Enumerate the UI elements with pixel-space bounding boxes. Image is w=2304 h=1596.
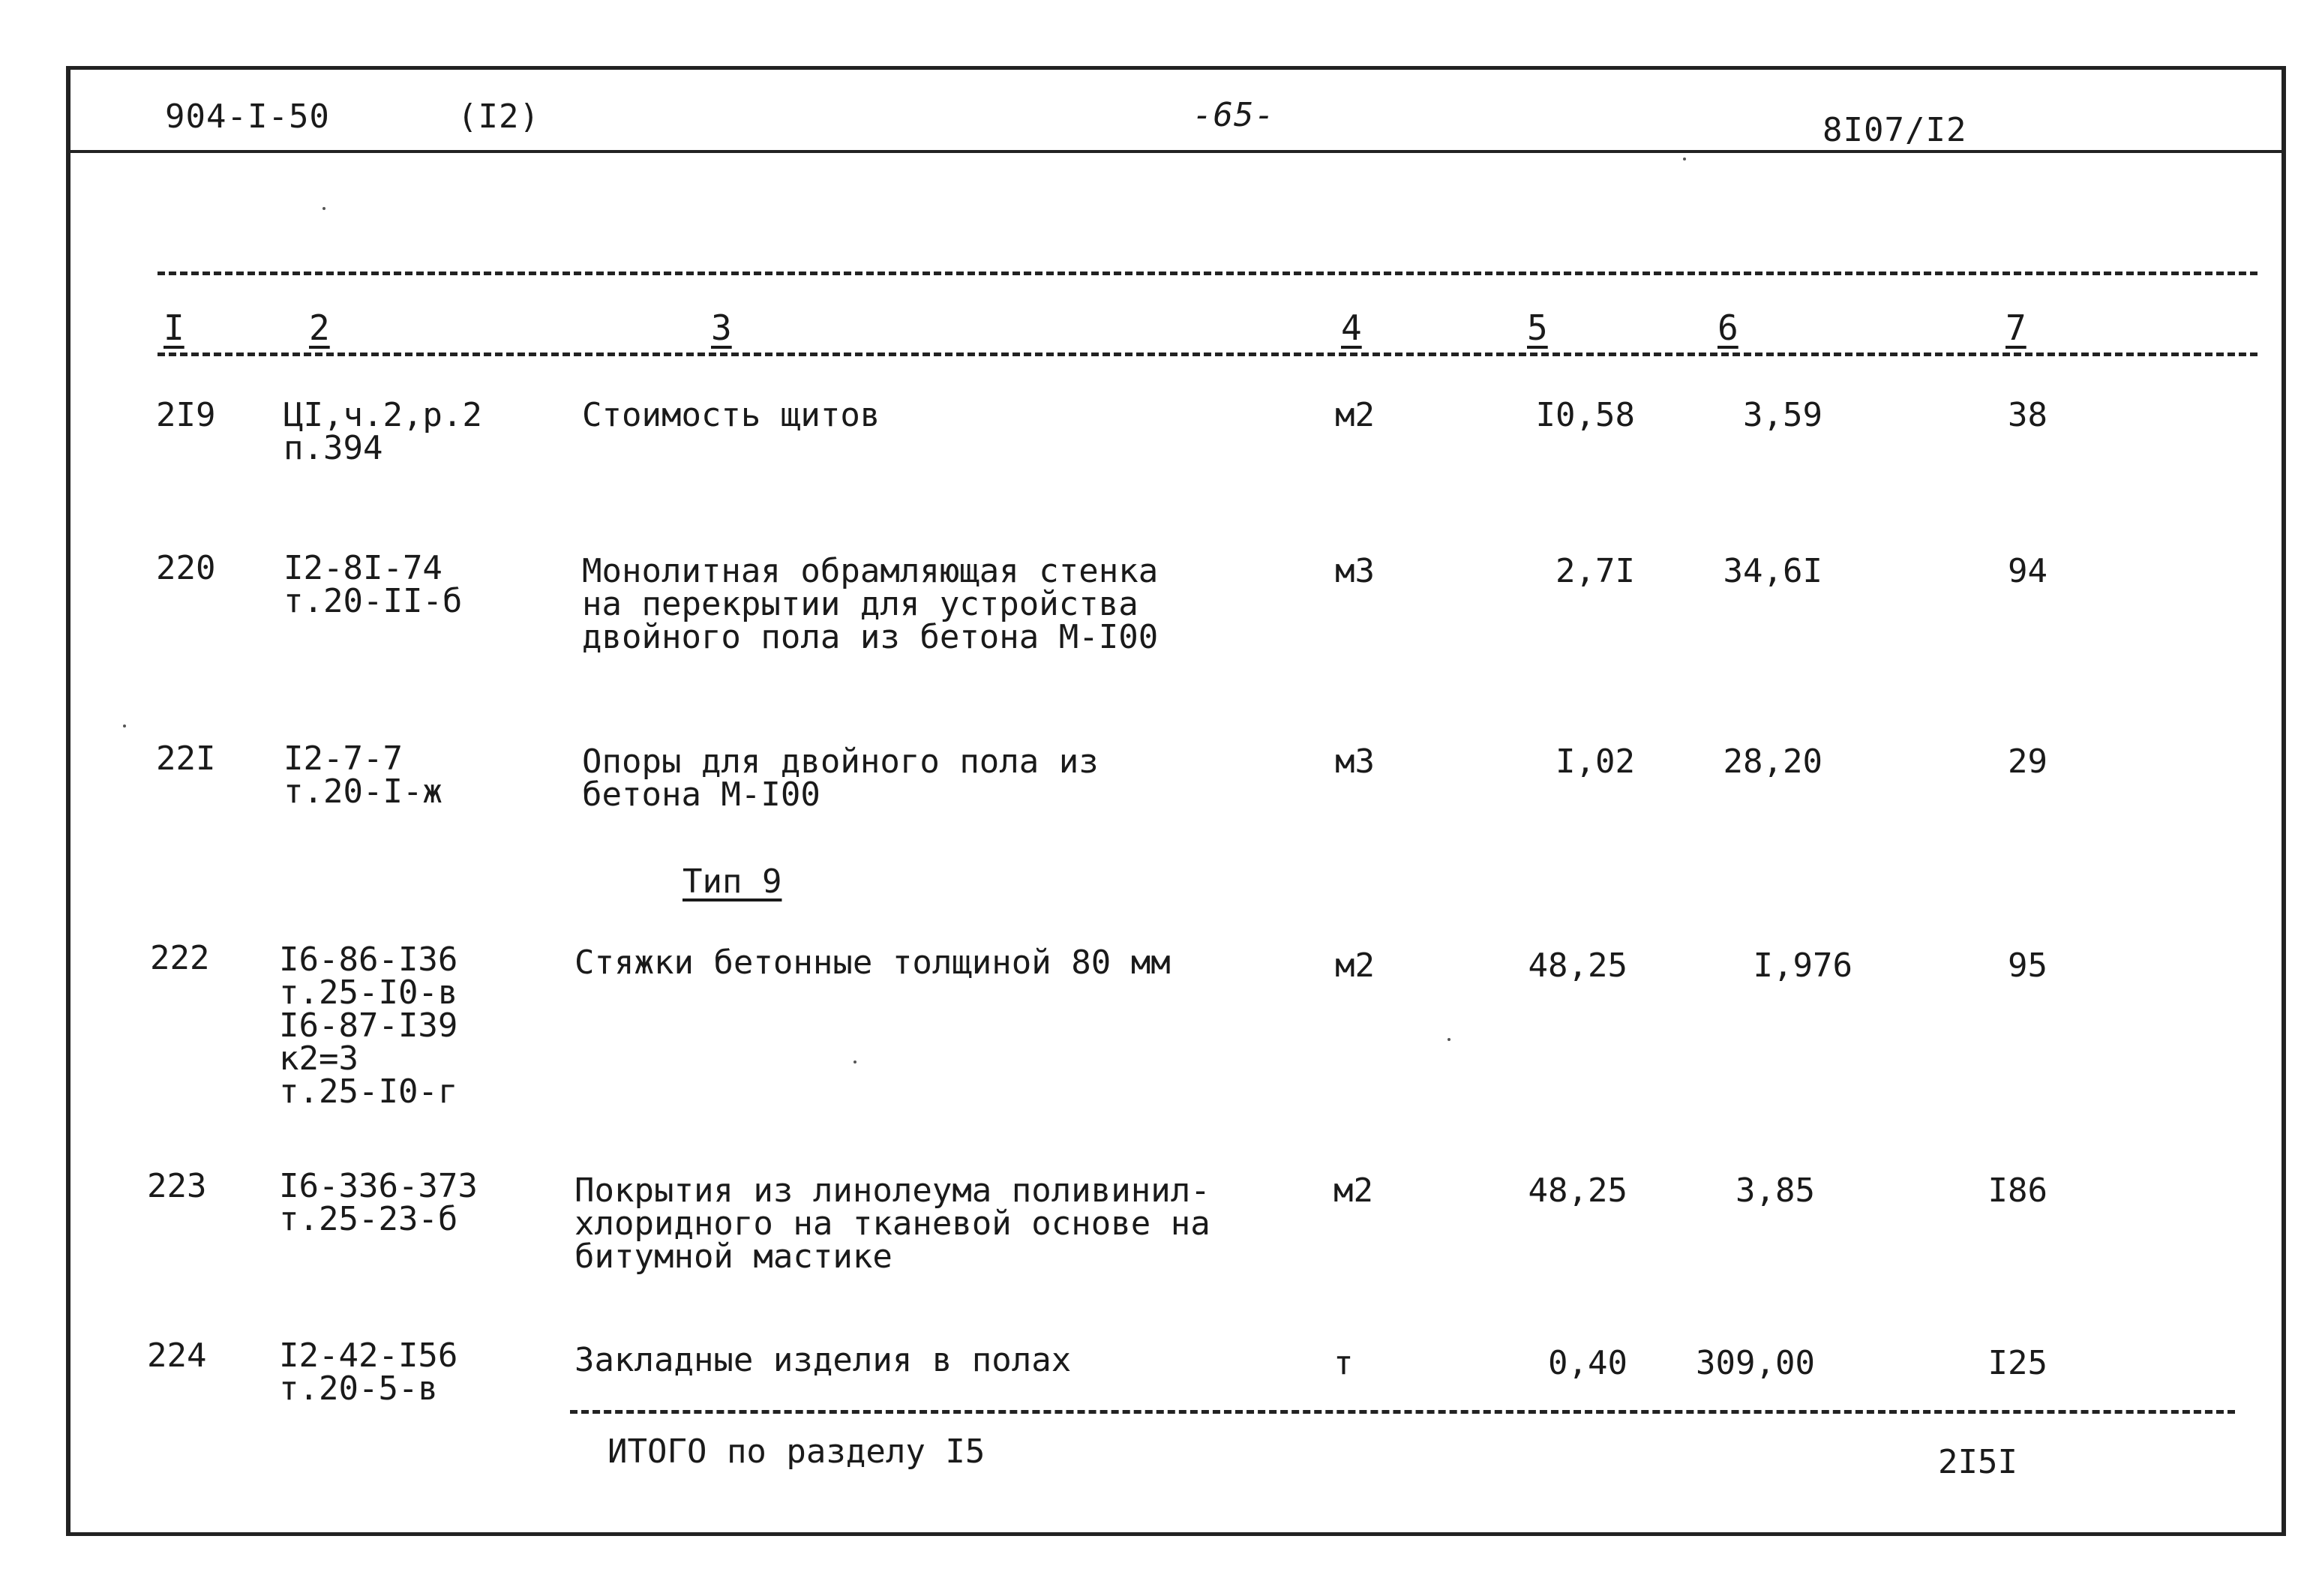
row-quantity: I,02: [1556, 742, 1635, 781]
row-price: 3,59: [1743, 396, 1822, 434]
page-number: -65-: [1192, 96, 1275, 134]
row-code: I2-42-I56 т.20-5-в: [279, 1336, 458, 1408]
row-name: Монолитная обрамляющая стенка на перекрытии для устройства двойного пола из бетона М-I00: [582, 552, 1159, 656]
column-number-7: 7: [2006, 308, 2026, 348]
row-total: I25: [1988, 1344, 2048, 1382]
row-quantity: 2,7I: [1556, 552, 1635, 590]
row-number: 2I9: [156, 396, 216, 434]
row-name: Опоры для двойного пола из бетона М-I00: [582, 742, 1099, 814]
row-price: 34,6I: [1723, 552, 1822, 590]
column-number-5: 5: [1527, 308, 1548, 348]
column-header-rule: [158, 352, 2258, 356]
column-number-2: 2: [309, 308, 330, 348]
scan-speck: [854, 1060, 856, 1064]
row-price: I,976: [1753, 946, 1852, 985]
row-total: 94: [2008, 552, 2048, 590]
doc-code: 904-I-50: [165, 98, 330, 136]
row-unit: м3: [1335, 742, 1375, 781]
row-number: 22I: [156, 740, 216, 778]
column-number-6: 6: [1718, 308, 1738, 348]
sheet-code: 8I07/I2: [1822, 111, 1967, 149]
row-code: I6-336-373 т.25-23-б: [279, 1167, 478, 1238]
row-total: 38: [2008, 396, 2048, 434]
column-number-3: 3: [711, 308, 732, 348]
row-unit: м2: [1334, 1172, 1373, 1210]
row-quantity: 48,25: [1528, 1172, 1628, 1210]
row-quantity: 48,25: [1528, 946, 1628, 985]
summary-label: ИТОГО по разделу I5: [608, 1432, 986, 1471]
scan-speck: [1448, 1038, 1450, 1041]
header-rule: [66, 150, 2282, 153]
row-code: ЦI,ч.2,р.2 п.394: [284, 396, 482, 467]
row-quantity: 0,40: [1548, 1344, 1628, 1382]
row-price: 28,20: [1723, 742, 1822, 781]
table-top-rule: [158, 272, 2258, 275]
scan-speck: [322, 207, 326, 210]
row-code: I2-8I-74 т.20-II-б: [284, 549, 463, 620]
row-number: 222: [150, 939, 210, 977]
row-unit: м2: [1335, 946, 1375, 985]
row-unit: м3: [1335, 552, 1375, 590]
subsection-heading: Тип 9: [682, 862, 782, 901]
row-name: Стоимость щитов: [582, 396, 880, 434]
row-total: 95: [2008, 946, 2048, 985]
row-total: I86: [1988, 1172, 2048, 1210]
row-total: 29: [2008, 742, 2048, 781]
row-name: Закладные изделия в полах: [574, 1341, 1072, 1379]
row-name: Стяжки бетонные толщиной 80 мм: [574, 944, 1171, 982]
scan-speck: [1683, 158, 1686, 160]
row-name: Покрытия из линолеума поливинил- хлоридного на тканевой основе на битумной мастике: [574, 1172, 1210, 1276]
scan-speck: [123, 724, 126, 728]
summary-total: 2I5I: [1938, 1443, 2018, 1481]
row-code: I2-7-7 т.20-I-ж: [284, 740, 442, 811]
row-number: 223: [147, 1167, 207, 1205]
column-number-4: 4: [1341, 308, 1362, 348]
row-price: 309,00: [1696, 1344, 1815, 1382]
row-number: 220: [156, 549, 216, 587]
doc-part: (I2): [458, 98, 540, 136]
row-number: 224: [147, 1336, 207, 1375]
row-price: 3,85: [1736, 1172, 1815, 1210]
row-code: I6-86-I36 т.25-I0-в I6-87-I39 к2=3 т.25-I0-г: [279, 940, 458, 1111]
row-unit: м2: [1335, 396, 1375, 434]
row-unit: т: [1334, 1344, 1354, 1382]
column-number-1: I: [164, 308, 184, 348]
row-quantity: I0,58: [1535, 396, 1635, 434]
summary-rule: [570, 1410, 2235, 1414]
